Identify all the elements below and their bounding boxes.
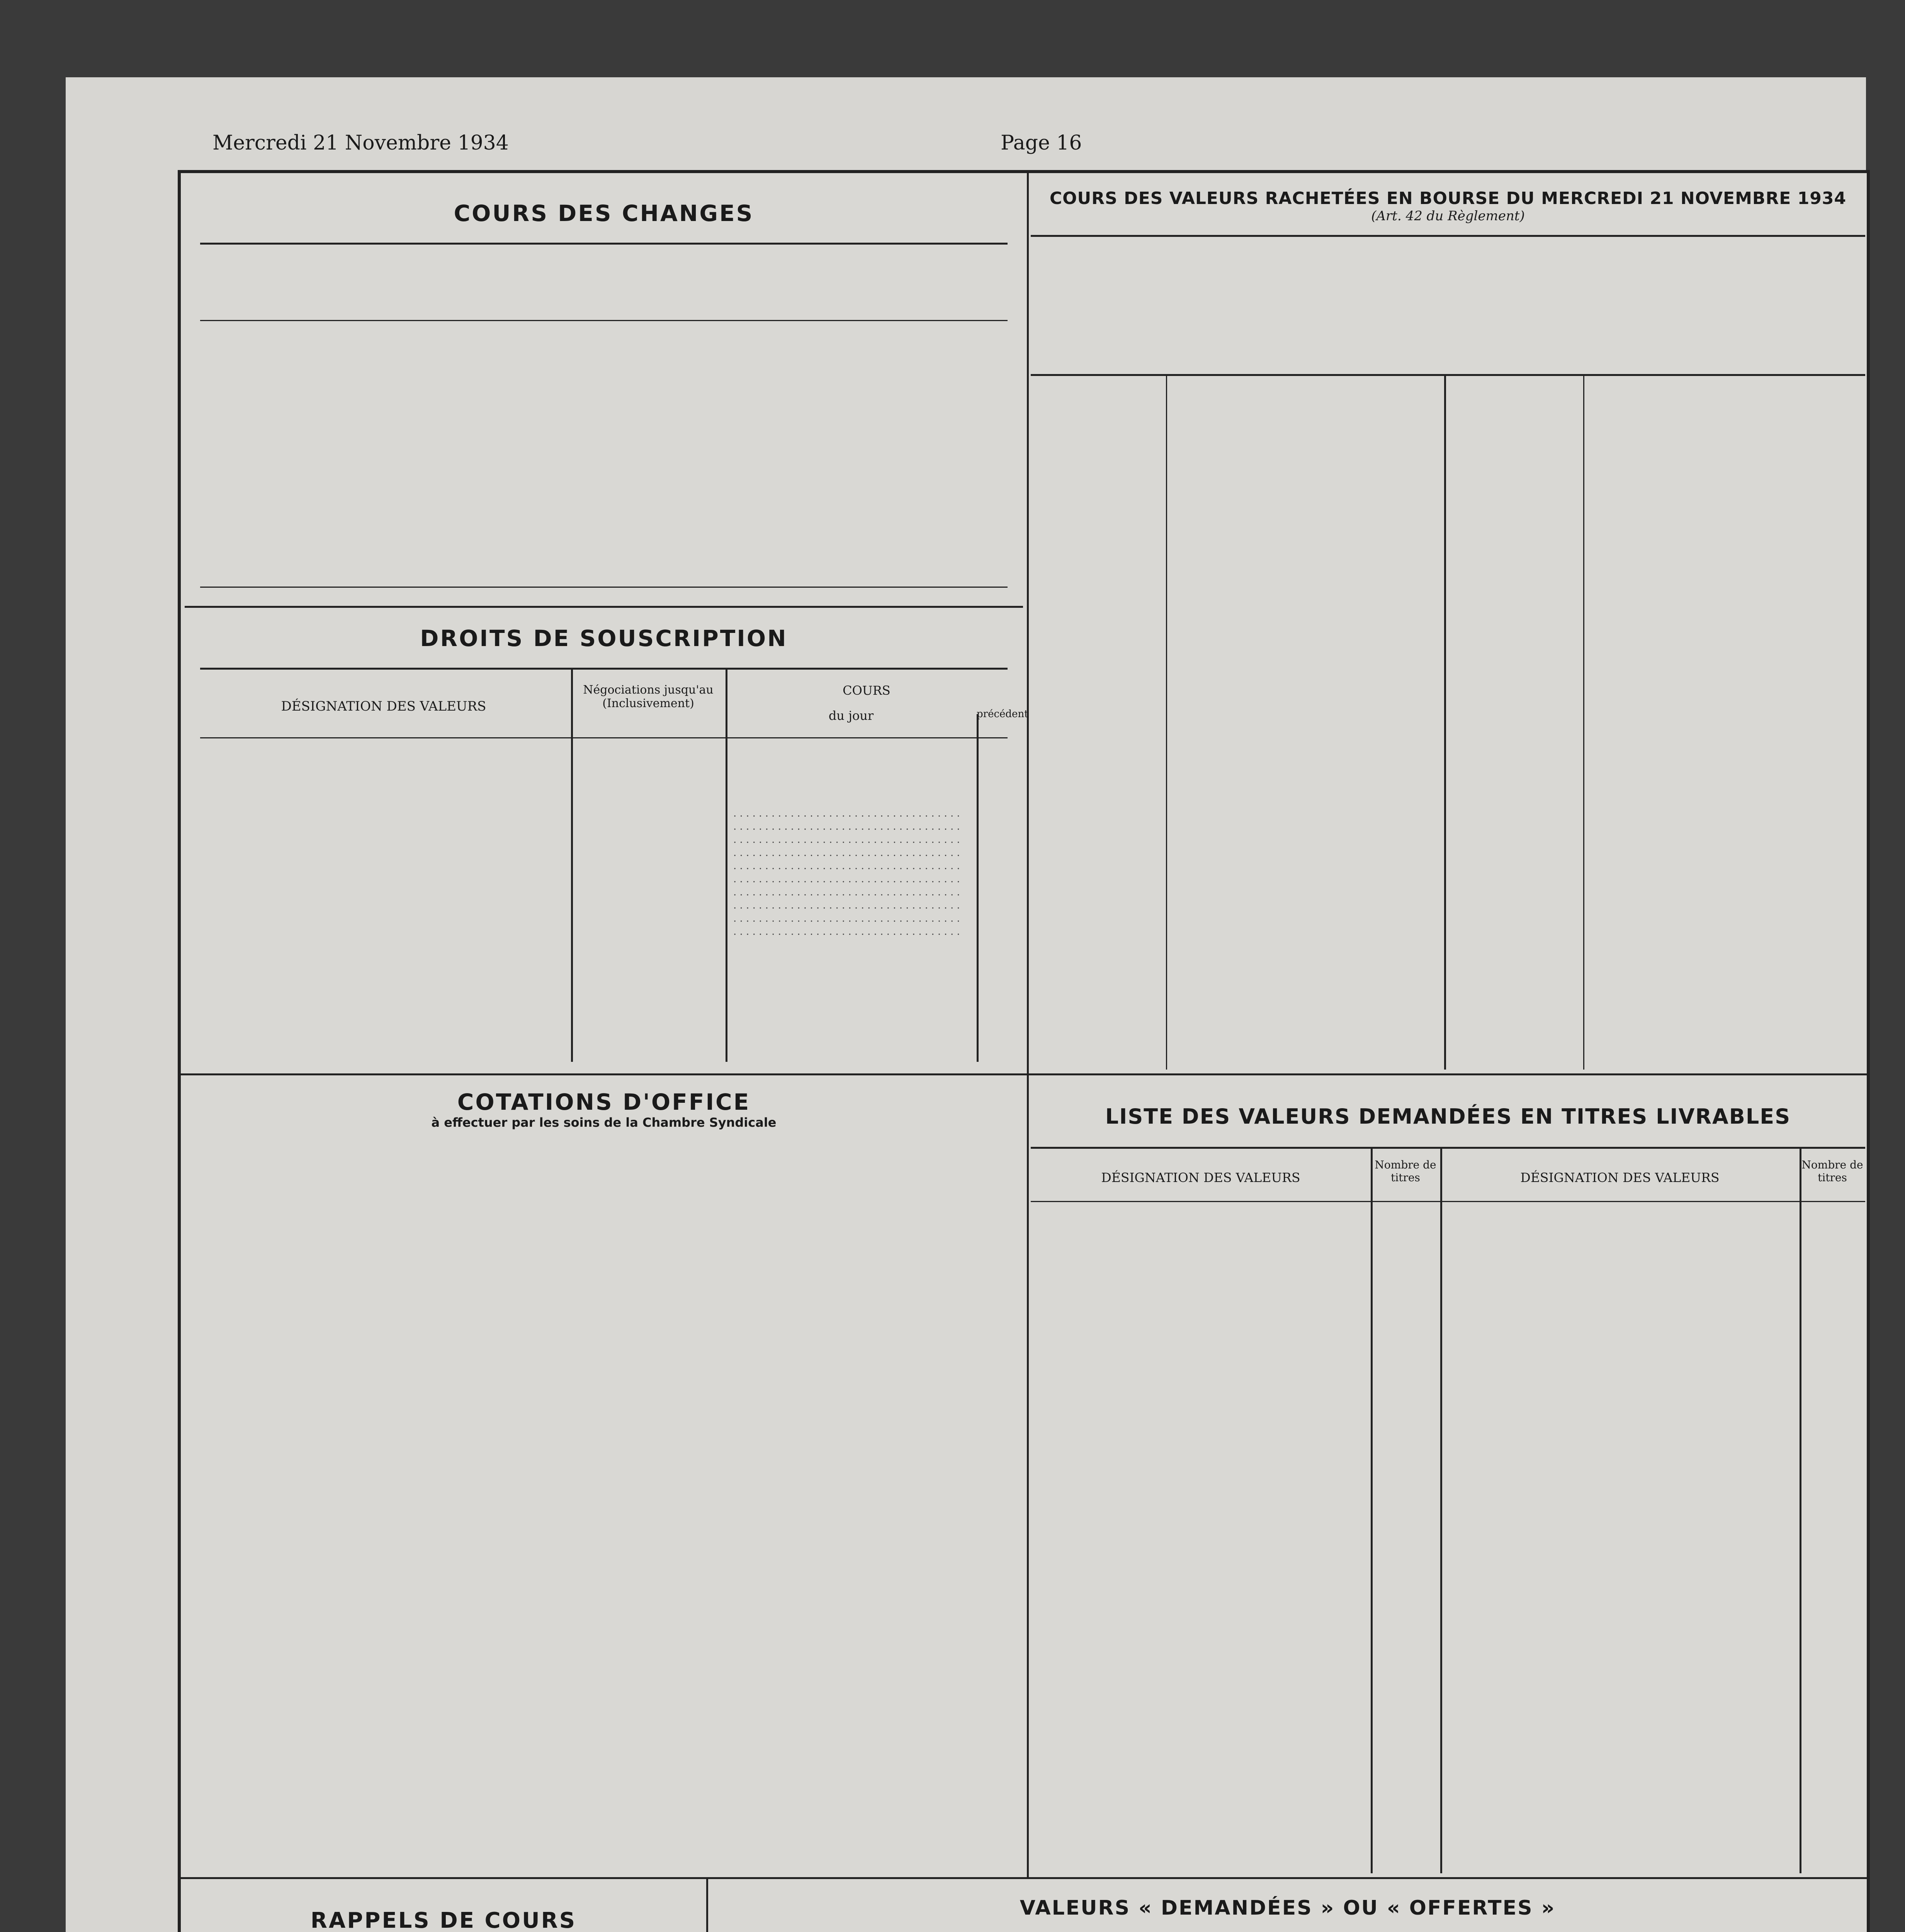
souscription-col-cours: COURS	[843, 683, 890, 698]
dot-leader: . . . . . . . . . . . . . . . . . . . . . . . . . . . . . . . . . . . .	[733, 821, 960, 832]
souscription-col-designation: DÉSIGNATION DES VALEURS	[281, 699, 486, 714]
office-section	[185, 1077, 1023, 1873]
liste-col-designation-2: DÉSIGNATION DES VALEURS	[1520, 1170, 1720, 1185]
liste-title: LISTE DES VALEURS DEMANDÉES EN TITRES LIVRABLES	[1105, 1104, 1791, 1129]
liste-col-nombre-1: Nombre de titres	[1375, 1158, 1436, 1184]
liste-col-nombre-2: Nombre de titres	[1801, 1158, 1863, 1184]
dot-leader: . . . . . . . . . . . . . . . . . . . . . . . . . . . . . . . . . . . .	[733, 900, 960, 911]
divider-horizontal-1	[181, 1073, 1867, 1075]
bulletin-frame	[178, 170, 1870, 1932]
rappels-title: RAPPELS DE COURS	[310, 1908, 577, 1932]
page-number: Page 16	[1001, 131, 1082, 155]
dot-leader: . . . . . . . . . . . . . . . . . . . . . . . . . . . . . . . . . . . .	[733, 808, 960, 819]
page-date: Mercredi 21 Novembre 1934	[212, 131, 509, 155]
changes-title: COURS DES CHANGES	[454, 200, 754, 226]
dot-leader: . . . . . . . . . . . . . . . . . . . . . . . . . . . . . . . . . . . .	[733, 913, 960, 924]
offertes-title: VALEURS « DEMANDÉES » OU « OFFERTES »	[1020, 1896, 1556, 1920]
divider-vertical-top	[1027, 173, 1029, 1877]
dot-leader: . . . . . . . . . . . . . . . . . . . . . . . . . . . . . . . . . . . .	[733, 873, 960, 885]
souscription-section	[185, 606, 1028, 1070]
dot-leader: . . . . . . . . . . . . . . . . . . . . . . . . . . . . . . . . . . . .	[733, 886, 960, 898]
dot-leader: . . . . . . . . . . . . . . . . . . . . . . . . . . . . . . . . . . . .	[733, 847, 960, 859]
rachetees-title: COURS DES VALEURS RACHETÉES EN BOURSE DU MERCREDI 21 NOVEMBRE 1934	[1049, 189, 1847, 208]
changes-section	[185, 177, 1023, 602]
rachetees-section	[1031, 177, 1865, 1070]
liste-col-designation-1: DÉSIGNATION DES VALEURS	[1101, 1170, 1300, 1185]
dot-leader: . . . . . . . . . . . . . . . . . . . . . . . . . . . . . . . . . . . .	[733, 926, 960, 937]
dot-leader: . . . . . . . . . . . . . . . . . . . . . . . . . . . . . . . . . . . .	[733, 834, 960, 845]
divider-vertical-bottom	[706, 1877, 708, 1932]
liste-section	[1031, 1077, 1865, 1873]
souscription-col-nego: Négociations jusqu'au (Inclusivement)	[583, 683, 714, 710]
rachetees-subtitle: (Art. 42 du Règlement)	[1371, 208, 1525, 224]
souscription-col-du-jour: du jour	[828, 708, 874, 723]
souscription-title: DROITS DE SOUSCRIPTION	[420, 625, 788, 651]
souscription-dot-leaders	[733, 807, 960, 938]
office-title: COTATIONS D'OFFICE	[457, 1089, 751, 1115]
rappels-section	[185, 1881, 702, 1932]
souscription-col-precedent: précédent	[977, 708, 1028, 720]
divider-horizontal-2	[181, 1877, 1867, 1879]
dot-leader: . . . . . . . . . . . . . . . . . . . . . . . . . . . . . . . . . . . .	[733, 860, 960, 872]
offertes-section	[710, 1881, 1865, 1932]
office-subtitle: à effectuer par les soins de la Chambre Syndicale	[431, 1115, 777, 1130]
